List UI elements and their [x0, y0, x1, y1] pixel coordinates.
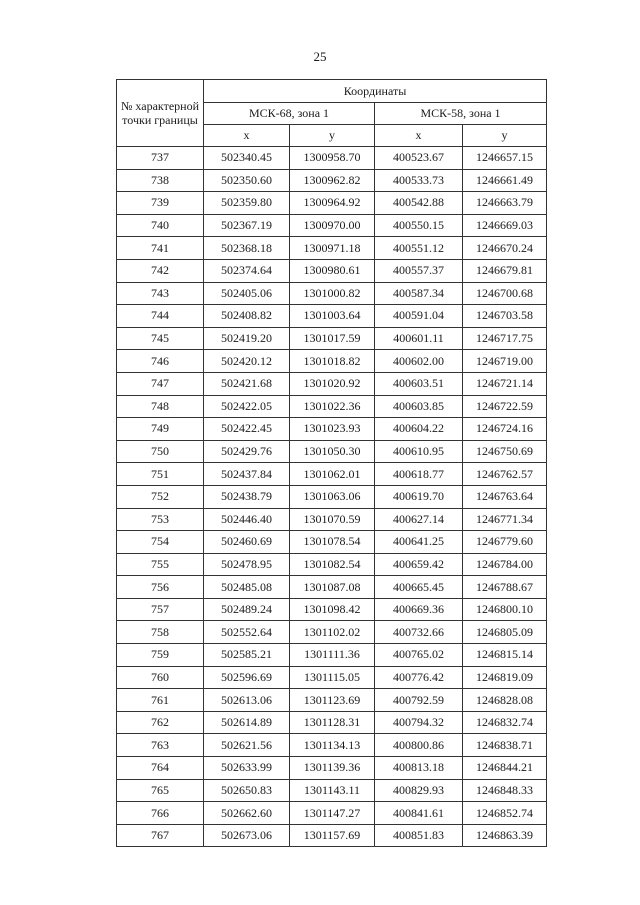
- msk58-x-cell: 400603.85: [375, 395, 463, 418]
- msk68-x-cell: 502359.80: [204, 192, 290, 215]
- point-number-cell: 751: [117, 463, 204, 486]
- table-row: [117, 734, 547, 757]
- msk58-x-cell: 400542.88: [375, 192, 463, 215]
- table-row: [117, 757, 547, 780]
- msk58-x-cell: 400591.04: [375, 305, 463, 328]
- table-row: [117, 779, 547, 802]
- msk58-x-cell: 400557.37: [375, 259, 463, 282]
- table-row: [117, 372, 547, 395]
- msk58-x-cell: 400669.36: [375, 598, 463, 621]
- table-row: [117, 576, 547, 599]
- msk68-y-cell: 1300962.82: [290, 169, 375, 192]
- msk58-y-cell: 1246863.39: [463, 824, 547, 847]
- msk68-x-cell: 502419.20: [204, 327, 290, 350]
- table-row: [117, 689, 547, 712]
- msk68-y-cell: 1301022.36: [290, 395, 375, 418]
- msk68-x-cell: 502438.79: [204, 485, 290, 508]
- system-header-msk58: МСК-58, зона 1: [375, 103, 547, 125]
- msk58-x-cell: 400619.70: [375, 485, 463, 508]
- msk58-y-cell: 1246788.67: [463, 576, 547, 599]
- table-row: [117, 147, 547, 170]
- table-row: [117, 395, 547, 418]
- point-number-cell: 756: [117, 576, 204, 599]
- msk68-y-cell: 1301050.30: [290, 440, 375, 463]
- msk68-y-cell: 1301143.11: [290, 779, 375, 802]
- msk68-y-cell: 1301147.27: [290, 802, 375, 825]
- msk58-y-cell: 1246848.33: [463, 779, 547, 802]
- msk68-y-cell: 1300964.92: [290, 192, 375, 215]
- msk58-y-cell: 1246700.68: [463, 282, 547, 305]
- msk58-x-cell: 400813.18: [375, 757, 463, 780]
- msk68-x-cell: 502621.56: [204, 734, 290, 757]
- msk68-y-cell: 1301098.42: [290, 598, 375, 621]
- point-number-cell: 743: [117, 282, 204, 305]
- msk68-y-cell: 1301063.06: [290, 485, 375, 508]
- table-row: [117, 463, 547, 486]
- msk68-x-cell: 502650.83: [204, 779, 290, 802]
- msk58-y-cell: 1246784.00: [463, 553, 547, 576]
- msk58-x-cell: 400776.42: [375, 666, 463, 689]
- point-number-cell: 753: [117, 508, 204, 531]
- msk68-y-cell: 1301134.13: [290, 734, 375, 757]
- msk68-y-cell: 1301017.59: [290, 327, 375, 350]
- msk58-y-cell: 1246663.79: [463, 192, 547, 215]
- msk68-x-cell: 502429.76: [204, 440, 290, 463]
- msk68-y-cell: 1301087.08: [290, 576, 375, 599]
- msk58-y-cell: 1246657.15: [463, 147, 547, 170]
- msk68-x-cell: 502552.64: [204, 621, 290, 644]
- msk68-y-cell: 1301111.36: [290, 644, 375, 667]
- msk58-x-cell: 400765.02: [375, 644, 463, 667]
- msk58-y-cell: 1246763.64: [463, 485, 547, 508]
- point-number-header: № характерной точки границы: [117, 80, 204, 147]
- msk58-y-cell: 1246724.16: [463, 418, 547, 441]
- msk68-x-cell: 502614.89: [204, 711, 290, 734]
- msk68-x-cell: 502422.45: [204, 418, 290, 441]
- msk68-y-cell: 1301115.05: [290, 666, 375, 689]
- msk68-x-cell: 502485.08: [204, 576, 290, 599]
- msk68-x-cell: 502340.45: [204, 147, 290, 170]
- msk68-x-cell: 502662.60: [204, 802, 290, 825]
- msk68-x-cell: 502478.95: [204, 553, 290, 576]
- msk68-y-cell: 1301023.93: [290, 418, 375, 441]
- msk68-y-cell: 1301070.59: [290, 508, 375, 531]
- msk68-x-cell: 502585.21: [204, 644, 290, 667]
- point-number-cell: 758: [117, 621, 204, 644]
- table-row: [117, 418, 547, 441]
- msk58-x-cell: 400641.25: [375, 531, 463, 554]
- table-row: [117, 282, 547, 305]
- msk58-y-cell: 1246771.34: [463, 508, 547, 531]
- msk58-x-cell: 400665.45: [375, 576, 463, 599]
- point-number-cell: 763: [117, 734, 204, 757]
- msk58-x-cell: 400794.32: [375, 711, 463, 734]
- msk58-y-cell: 1246750.69: [463, 440, 547, 463]
- point-number-cell: 739: [117, 192, 204, 215]
- point-number-cell: 767: [117, 824, 204, 847]
- point-number-cell: 755: [117, 553, 204, 576]
- point-number-cell: 754: [117, 531, 204, 554]
- msk58-x-cell: 400792.59: [375, 689, 463, 712]
- msk58-x-cell: 400732.66: [375, 621, 463, 644]
- msk68-x-cell: 502633.99: [204, 757, 290, 780]
- table-row: [117, 259, 547, 282]
- msk68-x-cell: 502460.69: [204, 531, 290, 554]
- msk58-x-cell: 400603.51: [375, 372, 463, 395]
- msk58-x-cell: 400523.67: [375, 147, 463, 170]
- table-row: [117, 169, 547, 192]
- table-row: [117, 327, 547, 350]
- point-number-cell: 764: [117, 757, 204, 780]
- point-number-cell: 766: [117, 802, 204, 825]
- msk58-x-header: x: [375, 125, 463, 147]
- table-row: [117, 192, 547, 215]
- msk68-y-cell: 1301062.01: [290, 463, 375, 486]
- msk58-x-cell: 400587.34: [375, 282, 463, 305]
- msk58-x-cell: 400618.77: [375, 463, 463, 486]
- table-row: [117, 621, 547, 644]
- point-number-cell: 750: [117, 440, 204, 463]
- point-number-cell: 746: [117, 350, 204, 373]
- msk58-y-cell: 1246670.24: [463, 237, 547, 260]
- point-number-cell: 745: [117, 327, 204, 350]
- table-row: [117, 666, 547, 689]
- msk68-y-cell: 1301018.82: [290, 350, 375, 373]
- msk58-x-cell: 400601.11: [375, 327, 463, 350]
- msk68-x-cell: 502367.19: [204, 214, 290, 237]
- coordinates-header: Координаты: [204, 80, 547, 103]
- msk68-x-cell: 502446.40: [204, 508, 290, 531]
- table-row: [117, 824, 547, 847]
- msk58-y-cell: 1246703.58: [463, 305, 547, 328]
- point-number-cell: 757: [117, 598, 204, 621]
- msk68-x-cell: 502437.84: [204, 463, 290, 486]
- msk58-y-cell: 1246722.59: [463, 395, 547, 418]
- msk58-x-cell: 400610.95: [375, 440, 463, 463]
- point-number-cell: 747: [117, 372, 204, 395]
- msk68-x-cell: 502613.06: [204, 689, 290, 712]
- msk68-y-cell: 1301082.54: [290, 553, 375, 576]
- point-number-cell: 762: [117, 711, 204, 734]
- msk58-y-cell: 1246838.71: [463, 734, 547, 757]
- msk58-y-header: y: [463, 125, 547, 147]
- msk58-x-cell: 400550.15: [375, 214, 463, 237]
- msk68-x-cell: 502405.06: [204, 282, 290, 305]
- msk68-x-cell: 502489.24: [204, 598, 290, 621]
- msk58-y-cell: 1246721.14: [463, 372, 547, 395]
- msk68-y-cell: 1300971.18: [290, 237, 375, 260]
- msk68-x-cell: 502673.06: [204, 824, 290, 847]
- point-number-cell: 748: [117, 395, 204, 418]
- msk58-x-cell: 400551.12: [375, 237, 463, 260]
- point-number-cell: 738: [117, 169, 204, 192]
- msk58-x-cell: 400851.83: [375, 824, 463, 847]
- table-row: [117, 531, 547, 554]
- msk58-y-cell: 1246805.09: [463, 621, 547, 644]
- table-row: [117, 802, 547, 825]
- msk68-x-header: x: [204, 125, 290, 147]
- msk68-y-cell: 1301003.64: [290, 305, 375, 328]
- table-row: [117, 237, 547, 260]
- msk58-y-cell: 1246815.14: [463, 644, 547, 667]
- point-number-cell: 749: [117, 418, 204, 441]
- page-number: 25: [313, 49, 327, 64]
- point-number-cell: 741: [117, 237, 204, 260]
- table-row: [117, 508, 547, 531]
- table-row: [117, 553, 547, 576]
- msk68-x-cell: 502350.60: [204, 169, 290, 192]
- msk68-y-header: y: [290, 125, 375, 147]
- msk58-y-cell: 1246828.08: [463, 689, 547, 712]
- coordinates-table: [116, 79, 547, 847]
- point-number-cell: 760: [117, 666, 204, 689]
- point-number-cell: 740: [117, 214, 204, 237]
- system-header-msk68: МСК-68, зона 1: [204, 103, 375, 125]
- msk58-y-cell: 1246719.00: [463, 350, 547, 373]
- msk68-y-cell: 1301000.82: [290, 282, 375, 305]
- point-number-cell: 742: [117, 259, 204, 282]
- table-row: [117, 440, 547, 463]
- point-number-cell: 765: [117, 779, 204, 802]
- msk58-x-cell: 400800.86: [375, 734, 463, 757]
- table-row: [117, 305, 547, 328]
- msk58-x-cell: 400533.73: [375, 169, 463, 192]
- msk68-y-cell: 1301020.92: [290, 372, 375, 395]
- table-row: [117, 644, 547, 667]
- msk68-x-cell: 502422.05: [204, 395, 290, 418]
- msk58-y-cell: 1246844.21: [463, 757, 547, 780]
- table-row: [117, 598, 547, 621]
- msk68-y-cell: 1301139.36: [290, 757, 375, 780]
- msk68-x-cell: 502421.68: [204, 372, 290, 395]
- point-number-cell: 759: [117, 644, 204, 667]
- table-header: [117, 80, 547, 147]
- msk68-y-cell: 1301128.31: [290, 711, 375, 734]
- msk58-x-cell: 400627.14: [375, 508, 463, 531]
- msk58-y-cell: 1246717.75: [463, 327, 547, 350]
- msk58-x-cell: 400602.00: [375, 350, 463, 373]
- msk68-x-cell: 502374.64: [204, 259, 290, 282]
- msk58-y-cell: 1246779.60: [463, 531, 547, 554]
- table-body: [117, 147, 547, 847]
- msk68-y-cell: 1301102.02: [290, 621, 375, 644]
- msk58-y-cell: 1246852.74: [463, 802, 547, 825]
- msk58-x-cell: 400659.42: [375, 553, 463, 576]
- table-row: [117, 485, 547, 508]
- point-number-cell: 761: [117, 689, 204, 712]
- point-number-cell: 744: [117, 305, 204, 328]
- msk58-x-cell: 400841.61: [375, 802, 463, 825]
- msk68-x-cell: 502408.82: [204, 305, 290, 328]
- msk58-y-cell: 1246800.10: [463, 598, 547, 621]
- msk58-y-cell: 1246762.57: [463, 463, 547, 486]
- msk68-y-cell: 1300980.61: [290, 259, 375, 282]
- msk68-y-cell: 1300970.00: [290, 214, 375, 237]
- msk68-y-cell: 1301123.69: [290, 689, 375, 712]
- msk58-y-cell: 1246669.03: [463, 214, 547, 237]
- msk58-x-cell: 400604.22: [375, 418, 463, 441]
- msk58-y-cell: 1246832.74: [463, 711, 547, 734]
- msk58-y-cell: 1246661.49: [463, 169, 547, 192]
- msk58-y-cell: 1246679.81: [463, 259, 547, 282]
- msk58-y-cell: 1246819.09: [463, 666, 547, 689]
- table-row: [117, 214, 547, 237]
- msk58-x-cell: 400829.93: [375, 779, 463, 802]
- msk68-x-cell: 502420.12: [204, 350, 290, 373]
- msk68-x-cell: 502368.18: [204, 237, 290, 260]
- msk68-x-cell: 502596.69: [204, 666, 290, 689]
- point-number-cell: 737: [117, 147, 204, 170]
- table-row: [117, 711, 547, 734]
- point-number-cell: 752: [117, 485, 204, 508]
- msk68-y-cell: 1301078.54: [290, 531, 375, 554]
- table-row: [117, 350, 547, 373]
- msk68-y-cell: 1300958.70: [290, 147, 375, 170]
- msk68-y-cell: 1301157.69: [290, 824, 375, 847]
